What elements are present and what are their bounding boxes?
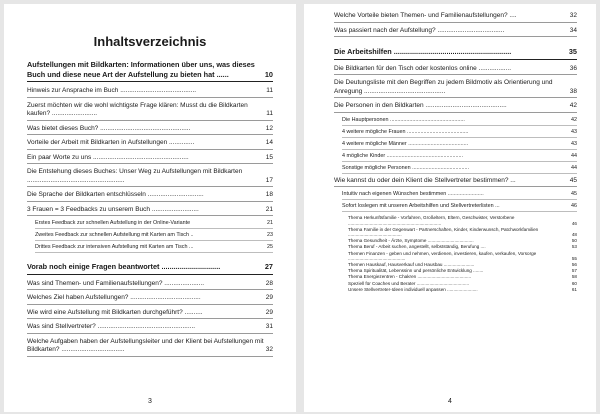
left-page [4,4,296,412]
right-page [304,4,596,412]
toc-entry[interactable]: Die Deutungsliste mit den Begriffen zu jedem Bildmotiv als Orientierung und Anregung ............................................. 38 [334,79,577,98]
toc-entry[interactable]: Die Arbeitshilfen .......................................................... 35 [334,47,577,60]
toc-subentry[interactable]: Die Hauptpersonen .................................................. 42 [342,117,577,126]
toc-entry[interactable]: Die Sprache der Bildkarten entschlüsseln ............................... 18 [27,191,273,202]
toc-entry[interactable]: 3 Frauen = 3 Feedbacks zu unserem Buch .......................... 21 [27,206,273,217]
toc-subentry[interactable]: Drittes Feedback zur intensiven Aufstellung mit Karten am Tisch ... 25 [35,244,273,253]
toc-subsubentry[interactable]: Thema Spiritualität, Lebenssinn und persönliche Entwicklung ........ 57 [348,268,577,274]
toc-list-right [334,12,577,293]
toc-subsubentry[interactable]: Unsere Stellvertreter-Ideen individuell anpassen ........................ 61 [348,286,577,292]
toc-list-left [27,60,273,361]
toc-subsubentry[interactable]: Thema Beruf - Arbeit suchen, angestellt, selbstständig, Berufung .... 53 [348,244,577,250]
toc-subentry[interactable]: Sonstige mögliche Personen ...................................... 44 [342,165,577,174]
toc-subsubentry[interactable]: Themen Finanzen - geben und nehmen, verdienen, investieren, kaufen, verkaufen, Vorsorge ............................................. 55 [348,250,577,262]
toc-subsubentry[interactable]: Thema Gesundheit - Ärzte, Symptome .................................... 50 [348,238,577,244]
toc-subentry[interactable]: 4 weitere mögliche Frauen ......................................... 43 [342,129,577,138]
toc-entry[interactable]: Aufstellungen mit Bildkarten: Informationen über uns, was dieses Buch und diese neue Art der Aufstellung zu bieten hat ...... 10 [27,60,273,82]
toc-entry[interactable]: Welche Aufgaben haben der Aufstellungsleiter und der Klient bei Aufstellungen mit Bildkarten? ................................... 32 [27,338,273,357]
toc-entry[interactable]: Vorteile der Arbeit mit Bildkarten in Aufstellungen .............. 14 [27,139,273,150]
toc-entry[interactable]: Was bietet dieses Buch? .................................................. 12 [27,125,273,136]
toc-subsubentry[interactable]: Themen Hauskauf, Hausverkauf und Hausbau ........................ 56 [348,262,577,268]
toc-entry[interactable]: Wie kannst du oder dein Klient die Stellvertreter bestimmen? ... 45 [334,177,577,188]
toc-subsubentry[interactable]: Thema Familie in der Gegenwart - Partnerschaften, Kinder, Kinderwunsch, Patchworkfamilien .......................................... 48 [348,226,577,238]
toc-subentry[interactable]: 4 mögliche Kinder ................................................... 44 [342,153,577,162]
toc-subsubentry[interactable]: Speziell für Coaches und Berater ......................................... 60 [348,280,577,286]
toc-subentry[interactable]: Sofort loslegen mit unseren Arbeitshilfen und Stellvertreterlisten ... 46 [342,203,577,212]
toc-entry[interactable]: Welches Ziel haben Aufstellungen? ....................................... 29 [27,294,273,305]
toc-subentry[interactable]: Erstes Feedback zur schnellen Aufstellung in der Online-Variante 21 [35,220,273,229]
toc-subentry[interactable]: Intuitiv nach eigenen Wünschen bestimmen ........................ 45 [342,191,577,200]
toc-subentry[interactable]: 4 weitere mögliche Männer ........................................ 43 [342,141,577,150]
toc-entry[interactable]: Wie wird eine Aufstellung mit Bildkarten durchgeführt? .......... 29 [27,309,273,320]
toc-entry[interactable]: Zuerst möchten wir die wohl wichtigste Frage klären: Musst du die Bildkarten kaufen? ......................... 11 [27,102,273,121]
toc-entry[interactable]: Hinweis zur Ansprache im Buch .......................................... 11 [27,87,273,98]
toc-entry[interactable]: Was sind Themen- und Familienaufstellungen? ...................... 28 [27,280,273,291]
page-title: Inhaltsverzeichnis [93,34,207,49]
toc-entry[interactable]: Ein paar Worte zu uns ..................................................... 15 [27,154,273,165]
toc-subentry[interactable]: Zweites Feedback zur schnellen Aufstellung mit Karten am Tisch .. 23 [35,232,273,241]
toc-entry[interactable]: Die Personen in den Bildkarten ............................................. 42 [334,102,577,113]
page-number: 3 [148,398,152,405]
toc-entry[interactable]: Die Entstehung dieses Buches: Unser Weg zu Aufstellungen mit Bildkarten ...................................................... 17 [27,168,273,187]
toc-entry[interactable]: Welche Vorteile bieten Themen- und Familienaufstellungen? .... 32 [334,12,577,23]
toc-subsubentry[interactable]: Thema Herkunftsfamilie - Vorfahren, Großeltern, Eltern, Geschwister, Verstorbene ......................................................................... 46 [348,215,577,226]
toc-subsubentry[interactable]: Thema Energiezentren - Chakren .......................................... 58 [348,274,577,280]
toc-entry[interactable]: Die Bildkarten für den Tisch oder kostenlos online .................. 36 [334,65,577,76]
toc-entry[interactable]: Vorab noch einige Fragen beantwortet ............................. 27 [27,262,273,275]
page-number: 4 [448,398,452,405]
toc-entry[interactable]: Was sind Stellvertreter? ...................................................... 31 [27,323,273,334]
toc-entry[interactable]: Was passiert nach der Aufstellung? ..................................... 34 [334,27,577,38]
